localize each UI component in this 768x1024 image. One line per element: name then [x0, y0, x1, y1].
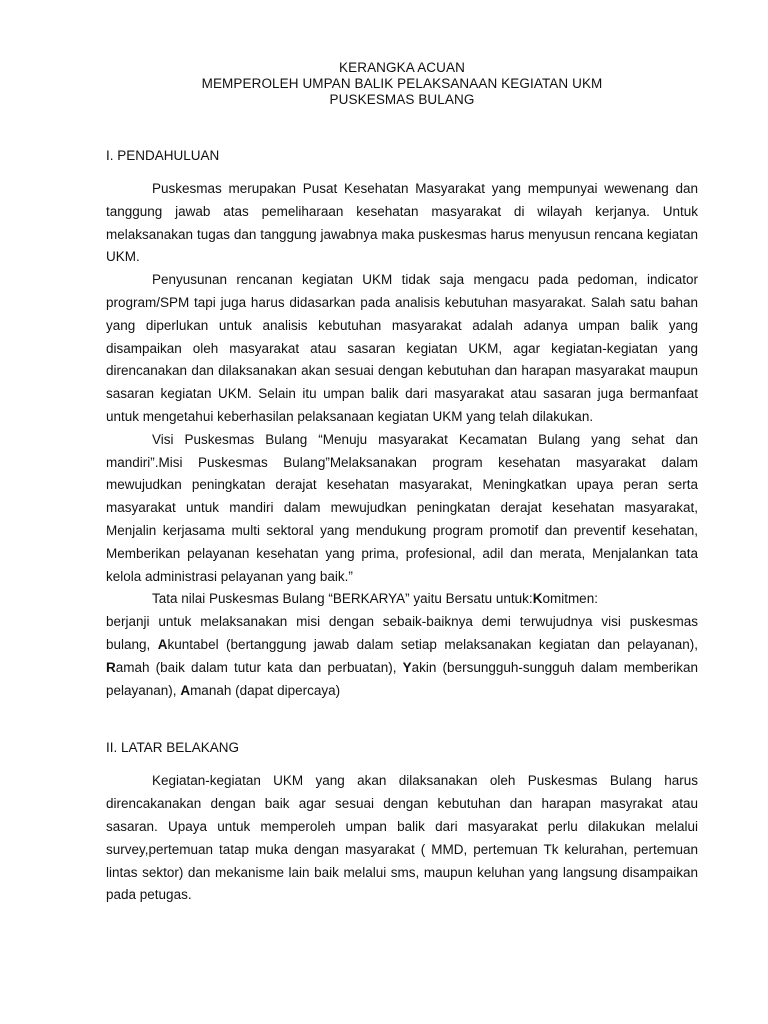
- tata-nilai-letter-r: R: [106, 659, 116, 675]
- tata-nilai-letter-a: A: [157, 636, 168, 652]
- tata-nilai-letter-k: K: [532, 591, 543, 607]
- paragraph-tata-nilai-intro: [106, 588, 698, 611]
- paragraph-visi-misi: Visi Puskesmas Bulang “Menuju masyarakat Kecamatan Bulang yang sehat dan mandiri”.Misi Puskesmas Bulang”Melaksanakan program kesehatan masyarakat dalam mewujudkan peningkatan derajat kesehatan masyarakat, Meningkatkan upaya peran serta masyarakat untuk mandiri dalam mewujudkan peningkatan derajat kesehatan masyarakat, Menjalin kerjasama multi sektoral yang mendukung program promotif dan preventif kesehatan, Memberikan pelayanan kesehatan yang prima, profesional, adil dan merata, Menjalankan tata kelola administrasi pelayanan yang baik.”: [106, 431, 698, 584]
- paragraph-latar-belakang: Kegiatan-kegiatan UKM yang akan dilaksanakan oleh Puskesmas Bulang harus direncakanakan dengan baik agar sesuai dengan kebutuhan dan harapan masyrakat atau sasaran. Upaya untuk memperoleh umpan balik dari masyarakat perlu dilakukan melalui survey,pertemuan tatap muka dengan masyarakat ( MMD, pertemuan Tk kelurahan, pertemuan lintas sektor) dan mekanisme lain baik melalui sms, maupun keluhan yang langsung disampaikan pada petugas.: [106, 773, 698, 903]
- title-line-2: MEMPEROLEH UMPAN BALIK PELAKSANAAN KEGIATAN UKM: [201, 76, 603, 91]
- tata-nilai-text-2: omitmen:: [542, 591, 598, 607]
- document-page: [106, 60, 698, 907]
- title-line-1: KERANGKA ACUAN: [339, 60, 465, 75]
- tata-nilai-text-6: akin (bersungguh-sungguh dalam memberikan pelayanan),: [106, 659, 698, 698]
- tata-nilai-text-7: manah (dapat dipercaya): [190, 682, 341, 698]
- section-heading-pendahuluan: I. PENDAHULUAN: [106, 148, 220, 163]
- title-line-3: PUSKESMAS BULANG: [329, 92, 475, 107]
- tata-nilai-text-5: amah (baik dalam tutur kata dan perbuatan),: [115, 659, 403, 675]
- tata-nilai-letter-y: Y: [402, 659, 412, 675]
- tata-nilai-text-3: berjanji untuk melaksanakan misi dengan sebaik-baiknya demi terwujudnya visi puskesmas bulang,: [106, 614, 698, 652]
- document-title: [106, 60, 698, 108]
- tata-nilai-text-1: Tata nilai Puskesmas Bulang “BERKARYA” yaitu Bersatu untuk:: [152, 591, 533, 607]
- section-heading-latar-belakang: II. LATAR BELAKANG: [106, 740, 240, 756]
- paragraph-pendahuluan-2: Penyusunan rencanan kegiatan UKM tidak saja mengacu pada pedoman, indicator program/SPM tapi juga harus didasarkan pada analisis kebutuhan masyarakat. Salah satu bahan yang diperlukan untuk analisis kebutuhan masyarakat adalah adanya umpan balik yang disampaikan oleh masyarakat atau sasaran kegiatan UKM, agar kegiatan-kegiatan yang direncanakan dan dilaksanakan akan sesuai dengan kebutuhan dan harapan masyarakat maupun sasaran kegiatan UKM. Selain itu umpan balik dari masyarakat atau sasaran juga bermanfaat untuk mengetahui keberhasilan pelaksanaan kegiatan UKM yang telah dilakukan.: [106, 272, 698, 424]
- paragraph-pendahuluan-1: Puskesmas merupakan Pusat Kesehatan Masyarakat yang mempunyai wewenang dan tanggung jawab atas pemeliharaan kesehatan masyarakat di wilayah kerjanya. Untuk melaksanakan tugas dan tanggung jawabnya maka puskesmas harus menyusun rencana kegiatan UKM.: [106, 181, 698, 265]
- tata-nilai-text-4: kuntabel (bertanggung jawab dalam setiap melaksanakan kegiatan dan pelayanan),: [167, 636, 698, 652]
- tata-nilai-letter-a2: A: [180, 682, 191, 698]
- paragraph-tata-nilai-detail: [106, 611, 698, 702]
